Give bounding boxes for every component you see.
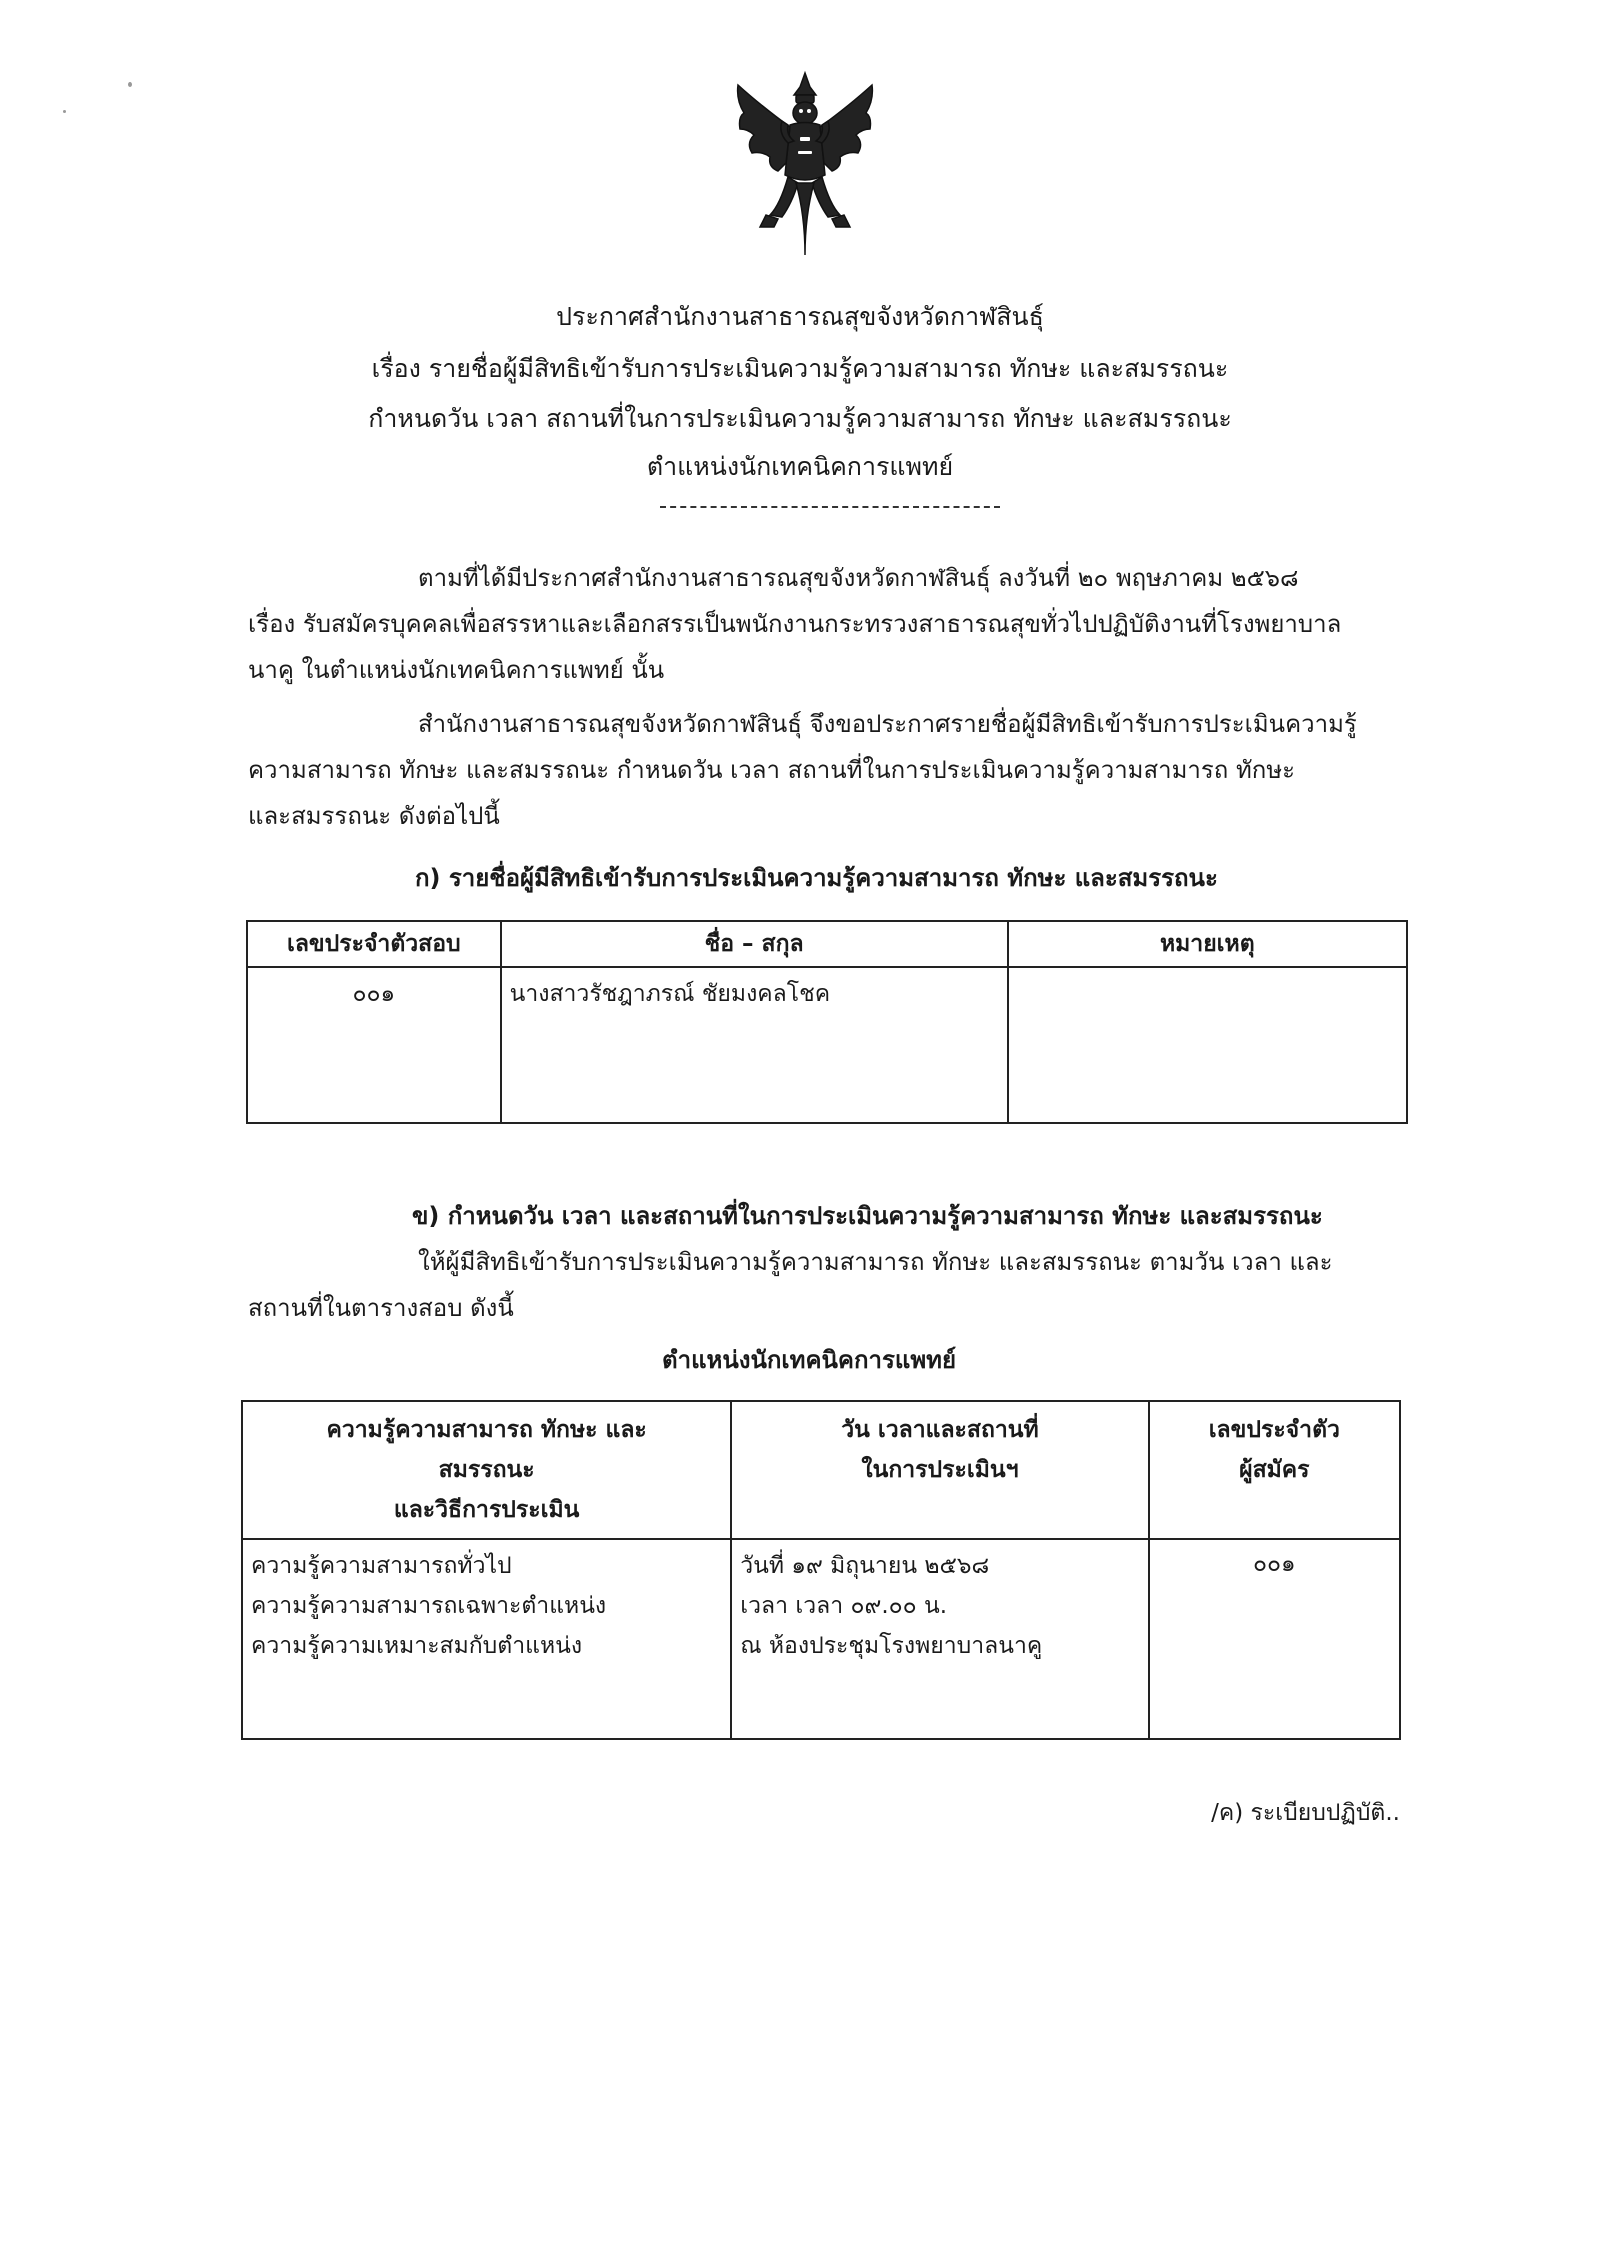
topic-item: ความรู้ความสามารถทั่วไป — [251, 1553, 512, 1579]
table-header-row — [242, 1401, 1400, 1539]
section-b-intro-line2: สถานที่ในตารางสอบ ดังนี้ — [248, 1294, 514, 1322]
schedule-position-title: ตำแหน่งนักเทคนิคการแพทย์ — [662, 1346, 957, 1374]
column-header-id: เลขประจำตัวสอบ — [247, 921, 501, 967]
scan-speck — [128, 82, 132, 87]
header-text: วัน เวลาและสถานที่ — [841, 1417, 1039, 1443]
paragraph1-line2: เรื่อง รับสมัครบุคคลเพื่อสรรหาและเลือกสรรเป็นพนักงานกระทรวงสาธารณสุขทั่วไปปฏิบัติงานที่โรงพยาบาล — [248, 610, 1342, 638]
candidate-name: นางสาวรัชฎาภรณ์ ชัยมงคลโชค — [501, 967, 1008, 1123]
scan-speck — [63, 110, 66, 113]
topic-item: ความรู้ความเหมาะสมกับตำแหน่ง — [251, 1633, 583, 1659]
header-divider — [660, 506, 1000, 508]
header-text: เลขประจำตัว — [1208, 1417, 1340, 1443]
column-header-note: หมายเหตุ — [1008, 921, 1407, 967]
assessment-schedule — [731, 1539, 1148, 1739]
assessment-topics — [242, 1539, 731, 1739]
garuda-emblem-icon — [730, 65, 880, 265]
header-text: สมรรถนะ — [438, 1457, 535, 1483]
candidate-note — [1008, 967, 1407, 1123]
column-header-name: ชื่อ – สกุล — [501, 921, 1008, 967]
header-text: และวิธีการประเมิน — [393, 1497, 580, 1523]
table-row — [242, 1539, 1400, 1739]
section-b-heading: ข) กำหนดวัน เวลา และสถานที่ในการประเมินความรู้ความสามารถ ทักษะ และสมรรถนะ — [412, 1202, 1323, 1230]
header-text: ในการประเมินฯ — [861, 1457, 1019, 1483]
table-header-row — [247, 921, 1407, 967]
header-text: ความรู้ความสามารถ ทักษะ และ — [326, 1417, 647, 1443]
candidates-table — [246, 920, 1408, 1124]
paragraph1-line1: ตามที่ได้มีประกาศสำนักงานสาธารณสุขจังหวัดกาฬสินธุ์ ลงวันที่ ๒๐ พฤษภาคม ๒๕๖๘ — [418, 564, 1299, 592]
continuation-note: /ค) ระเบียบปฏิบัติ.. — [1211, 1800, 1400, 1826]
schedule-venue: ณ ห้องประชุมโรงพยาบาลนาคู — [740, 1633, 1043, 1659]
candidate-id: ๐๐๑ — [247, 967, 501, 1123]
section-a-heading: ก) รายชื่อผู้มีสิทธิเข้ารับการประเมินความรู้ความสามารถ ทักษะ และสมรรถนะ — [415, 864, 1218, 892]
announcement-subject-line2: กำหนดวัน เวลา สถานที่ในการประเมินความรู้ความสามารถ ทักษะ และสมรรถนะ — [368, 404, 1232, 433]
schedule-date: วันที่ ๑๙ มิถุนายน ๒๕๖๘ — [740, 1553, 990, 1579]
paragraph1-line3: นาคู ในตำแหน่งนักเทคนิคการแพทย์ นั้น — [248, 656, 665, 684]
announcement-subject: เรื่อง รายชื่อผู้มีสิทธิเข้ารับการประเมินความรู้ความสามารถ ทักษะ และสมรรถนะ — [371, 354, 1229, 383]
schedule-time: เวลา เวลา ๐๙.๐๐ น. — [740, 1593, 948, 1619]
paragraph2-line3: และสมรรถนะ ดังต่อไปนี้ — [248, 802, 500, 830]
paragraph2-line2: ความสามารถ ทักษะ และสมรรถนะ กำหนดวัน เวลา สถานที่ในการประเมินความรู้ความสามารถ ทักษะ — [248, 756, 1296, 784]
schedule-table — [241, 1400, 1401, 1740]
topic-item: ความรู้ความสามารถเฉพาะตำแหน่ง — [251, 1593, 607, 1619]
column-header-applicant-id — [1149, 1401, 1400, 1539]
paragraph2-line1: สำนักงานสาธารณสุขจังหวัดกาฬสินธุ์ จึงขอประกาศรายชื่อผู้มีสิทธิเข้ารับการประเมินความรู้ — [418, 710, 1357, 738]
section-b-intro-line1: ให้ผู้มีสิทธิเข้ารับการประเมินความรู้ความสามารถ ทักษะ และสมรรถนะ ตามวัน เวลา และ — [418, 1248, 1333, 1276]
table-row — [247, 967, 1407, 1123]
column-header-topics — [242, 1401, 731, 1539]
column-header-schedule — [731, 1401, 1148, 1539]
header-text: ผู้สมัคร — [1239, 1457, 1310, 1483]
announcement-position: ตำแหน่งนักเทคนิคการแพทย์ — [646, 452, 954, 481]
applicant-id: ๐๐๑ — [1149, 1539, 1400, 1739]
announcement-title: ประกาศสำนักงานสาธารณสุขจังหวัดกาฬสินธุ์ — [556, 302, 1044, 331]
